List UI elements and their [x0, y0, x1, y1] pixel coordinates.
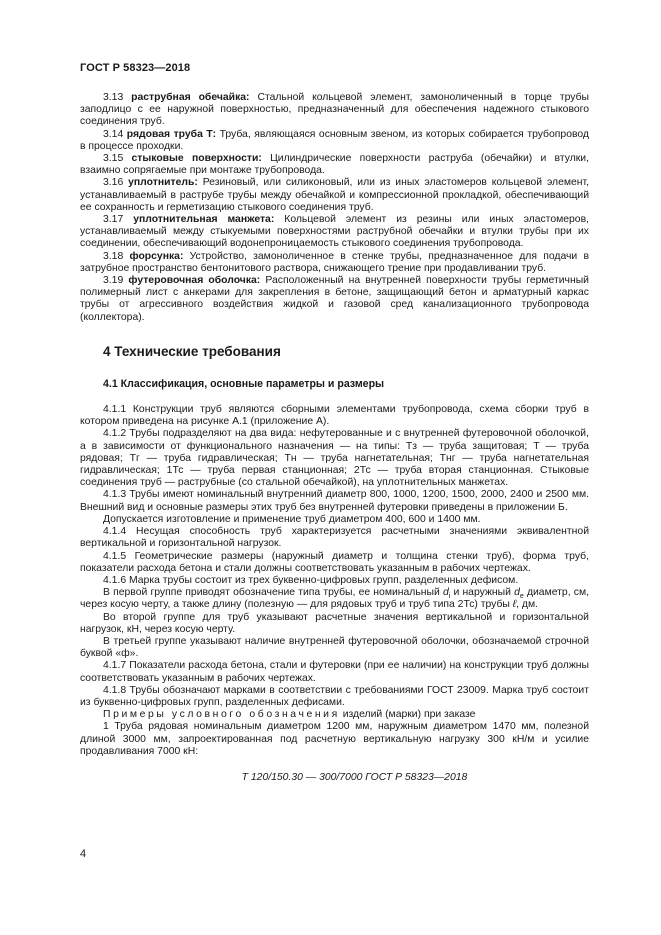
definition-text: Труба, являющаяся основным звеном, из которых собирается трубопровод в процессе проходки.	[80, 128, 589, 152]
symbol-d: d	[442, 587, 449, 599]
definition-text: Кольцевой элемент из резины или иных эластомеров, устанавливаемый между стыкуемыми поверхностями раструбной обечайки и втулки трубы при их соединении, обеспечивающий водонепроницаемость стыкового соединения трубопровода.	[80, 214, 589, 250]
paragraph-4-1-6: 4.1.6 Марка трубы состоит из трех буквенно-цифровых групп, разделенных дефисом.	[103, 574, 519, 586]
paragraph-4-1-6-group2: Во второй группе для труб указывают расчетные значения вертикальной и горизонтальной нагрузок, кН, через косую черту.	[80, 611, 589, 635]
symbol-d: d	[514, 587, 520, 599]
paragraph-4-1-7: 4.1.7 Показатели расхода бетона, стали и футеровки (при ее наличии) на конструкции труб должны соответствовать указанным в рабочих чертежах.	[80, 660, 589, 684]
definition-text: Цилиндрические поверхности раструба (обечайки) и втулки, взаимно сопрягаемые при монтаже трубопровода.	[80, 153, 589, 177]
paragraph-4-1-5: 4.1.5 Геометрические размеры (наружный диаметр и толщина стенки труб), форма труб, показатели расхода бетона и стали должны соответствовать указанным в рабочих чертежах.	[80, 550, 589, 574]
symbol-l: ℓ	[512, 599, 517, 611]
text-run: , дм.	[516, 599, 539, 611]
definition-term: рядовая труба Т:	[126, 128, 217, 140]
symbol-sub: e	[519, 593, 524, 601]
paragraph-4-1-3-note: Допускается изготовление и применение труб диаметром 400, 600 и 1400 мм.	[103, 513, 481, 525]
definition-number: 3.14	[103, 128, 124, 140]
paragraph-4-1-1: 4.1.1 Конструкции труб являются сборными элементами трубопровода, схема сборки труб в котором приведена на рисунке А.1 (приложение А).	[80, 404, 589, 428]
examples-heading	[80, 709, 589, 721]
definition-item	[80, 214, 589, 251]
definition-item	[80, 92, 589, 129]
paragraph-4-1-4: 4.1.4 Несущая способность труб характеризуется расчетными значениями эквивалентной вертикальной и горизонтальной нагрузок.	[80, 526, 589, 550]
definition-item	[80, 275, 589, 324]
definitions-list	[80, 92, 589, 324]
paragraph-4-1-6-group3: В третьей группе указывают наличие внутренней футеровочной оболочки, обозначаемой строчной буквой «ф».	[80, 635, 589, 660]
text-run: В первой группе приводят обозначение типа трубы, ее номинальный	[103, 587, 443, 599]
paragraph-4-1-2: 4.1.2 Трубы подразделяют на два вида: нефутерованные и с внутренней футеровочной оболочкой, а в зависимости от функционального назначения — на типы: Тз — труба защитовая; Т — труба рядовая; Тг — труба гидравлическая; Тн — труба нагнетательная; Тнг — труба нагнетательная гидравлическая; 1Тс — труба первая станционная; 2Тс — труба вторая станционная. Стыковые соединения труб — раструбные (со стальной обечайкой), на уплотнительных манжетах.	[80, 428, 589, 489]
definition-term: футеровочная оболочка:	[128, 275, 261, 287]
symbol-sub: i	[448, 593, 451, 601]
definition-number: 3.15	[103, 153, 124, 165]
document-header: ГОСТ Р 58323—2018	[80, 62, 191, 74]
definition-text: Резиновый, или силиконовый, или из иных эластомеров кольцевой элемент, устанавливаемый в раструбе трубы между обечайкой и компрессионной прокладкой, обеспечивающий ее сохранность и герметизацию стыкового соединения труб.	[80, 177, 590, 213]
definition-term: уплотнитель:	[128, 177, 198, 189]
definition-number: 3.19	[103, 275, 124, 287]
section-title: 4 Технические требования	[103, 343, 281, 359]
definition-term: уплотнительная манжета:	[133, 214, 275, 226]
definition-text: Расположенный на внутренней поверхности трубы герметичный полимерный лист с анкерами для закрепления в бетоне, защищающий бетон и арматурный каркас трубы от агрессивного воздействия жидкой и газовой сред канализационного трубопровода (коллектора).	[80, 275, 589, 323]
paragraph-4-1-6-group1	[80, 587, 589, 611]
paragraph-4-1-8: 4.1.8 Трубы обозначают марками в соответствии с требованиями ГОСТ 23009. Марка труб состоит из буквенно-цифровых групп, разделенных дефисами.	[80, 684, 589, 708]
definition-term: раструбная обечайка:	[131, 92, 250, 103]
definition-item	[80, 251, 589, 275]
text-run: диаметр, см, через косую черту, а также длину (полезную — для рядовых труб и труб типа 2Тс) трубы	[80, 587, 589, 611]
examples-heading-rest: изделий (марки) при заказе	[339, 709, 476, 721]
definition-term: форсунка:	[129, 250, 184, 262]
subsection-title: 4.1 Классификация, основные параметры и размеры	[103, 377, 385, 390]
page-content	[80, 92, 589, 784]
definition-item	[80, 153, 589, 177]
definition-item	[80, 129, 589, 153]
definition-text: Устройство, замоноличенное в стенке трубы, предназначенное для подачи в затрубное пространство бентонитового раствора, снижающего трение при продавливании труб.	[80, 250, 589, 274]
page-number: 4	[80, 848, 87, 860]
definition-item	[80, 177, 589, 214]
definition-number: 3.16	[103, 177, 124, 189]
text-run: и наружный	[450, 587, 515, 599]
example-1: 1 Труба рядовая номинальным диаметром 1200 мм, наружным диаметром 1470 мм, полезной длиной 3000 мм, запроектированная под расчетную вертикальную нагрузку 300 кН/м и усилие продавливания 7000 кН:	[80, 721, 589, 757]
example-designation: Т 120/150.30 — 300/7000 ГОСТ Р 58323—2018	[241, 771, 468, 783]
definition-text: Стальной кольцевой элемент, замоноличенный в торце трубы заподлицо с ее наружной поверхностью, предназначенный для обеспечения надежного стыкового соединения труб.	[80, 92, 590, 128]
paragraph-4-1-3: 4.1.3 Трубы имеют номинальный внутренний диаметр 800, 1000, 1200, 1500, 2000, 2400 и 2500 мм. Внешний вид и основные размеры этих труб без внутренней футеровки приведены в приложении Б.	[80, 489, 589, 513]
definition-term: стыковые поверхности:	[131, 153, 262, 165]
definition-number: 3.13	[103, 92, 124, 103]
definition-number: 3.18	[103, 250, 124, 262]
definition-number: 3.17	[103, 214, 124, 226]
examples-heading-spaced: Примеры условного обозначения	[103, 709, 340, 721]
